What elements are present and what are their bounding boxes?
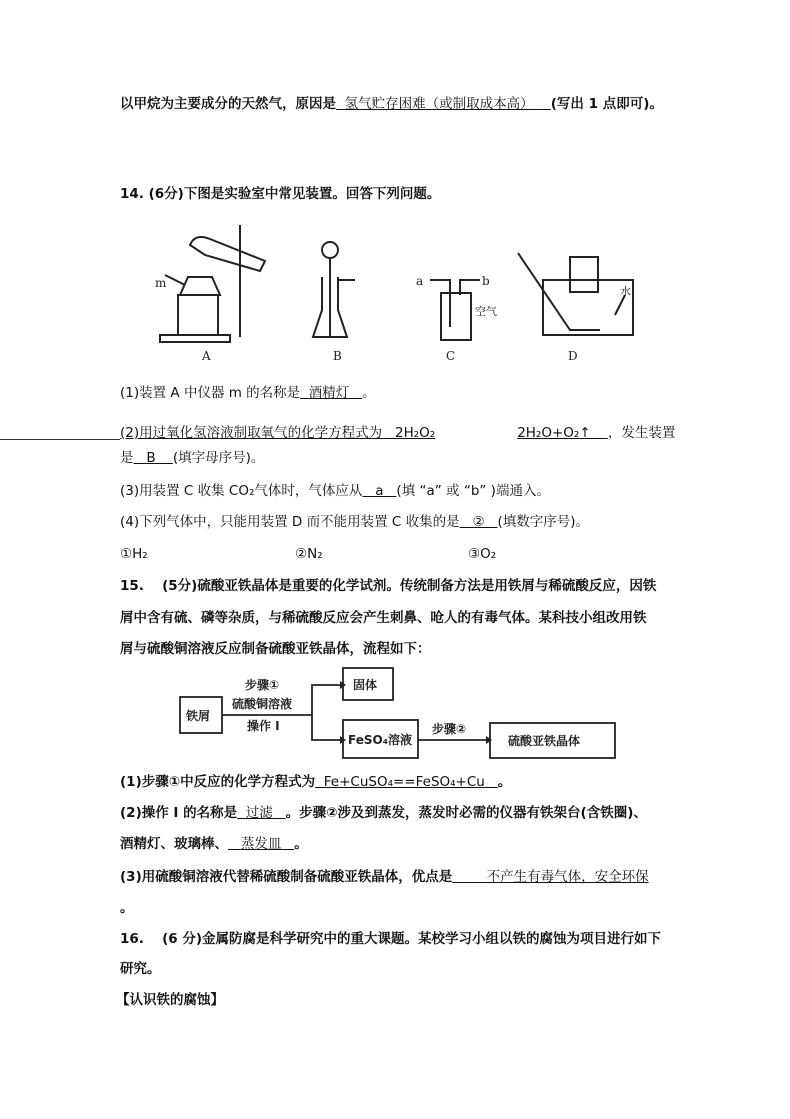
answer-text: 蒸发皿	[240, 836, 282, 852]
label-a: a	[416, 274, 424, 288]
text: (1)装置 A 中仪器 m 的名称是	[120, 385, 301, 401]
flow-product: 硫酸亚铁晶体	[508, 734, 581, 748]
flow-step2: 步骤②	[432, 722, 467, 736]
q14-part2	[120, 424, 675, 442]
q14-part3	[120, 482, 550, 500]
q16-section-heading: 【认识铁的腐蚀】	[116, 992, 224, 1008]
label-b: b	[482, 274, 490, 288]
answer	[336, 96, 551, 112]
lab-apparatus-figure	[150, 215, 640, 365]
flow-reagent: 硫酸铜溶液	[232, 697, 293, 711]
flow-solution: FeSO₄溶液	[348, 733, 412, 747]
gas-bottle-icon	[441, 293, 471, 340]
text: (写出 1 点即可)。	[550, 96, 663, 112]
text: (2)用过氧化氢溶液制取氧气的化学方程式为	[120, 425, 383, 441]
text: 。	[362, 385, 376, 401]
q16-stem-1: 16. (6 分)金属防腐是科学研究中的重大课题。某校学习小组以铁的腐蚀为项目进行如下	[120, 931, 662, 947]
q14-option-3: ③O₂	[468, 546, 497, 562]
label-air: 空气	[475, 305, 497, 318]
wood-block	[178, 295, 218, 335]
answer-text: a	[375, 483, 384, 499]
q14-part1	[120, 384, 376, 402]
q14-stem: 14. (6分)下图是实验室中常见装置。回答下列问题。	[120, 186, 441, 202]
text: 酒精灯、玻璃棒、	[120, 836, 228, 852]
answer	[237, 805, 285, 821]
text: 。	[497, 774, 512, 790]
flow-solid: 固体	[353, 678, 378, 692]
answer-text: 酒精灯	[308, 385, 350, 401]
label-m: m	[155, 276, 167, 290]
q15-stem-3: 屑与硫酸铜溶液反应制备硫酸亚铁晶体，流程如下：	[120, 641, 431, 657]
answer	[134, 450, 173, 466]
text: 是	[120, 450, 134, 466]
flow-start: 铁屑	[186, 709, 211, 723]
text: 以甲烷为主要成分的天然气，原因是	[120, 96, 336, 112]
answer	[362, 483, 396, 499]
answer-text: 2H₂O₂	[395, 425, 436, 441]
answer-text: Fe+CuSO₄==FeSO₄+Cu	[323, 774, 485, 790]
text: (4)下列气体中，只能用装置 D 而不能用装置 C 收集的是	[120, 514, 460, 530]
label-water: 水	[620, 285, 631, 298]
text: (填字母序号)。	[172, 450, 265, 466]
label-B: B	[333, 349, 342, 363]
answer-text: ②	[472, 514, 485, 530]
q15-part2	[120, 804, 647, 822]
flow-op: 操作 I	[247, 719, 280, 733]
answer	[452, 869, 648, 885]
answer-text: 过滤	[245, 805, 273, 821]
text: ，发生装置	[607, 425, 676, 441]
label-A: A	[202, 349, 211, 363]
answer-text: 不产生有毒气体，安全环保	[486, 869, 649, 885]
text: 。	[294, 836, 308, 852]
text: (2)操作 I 的名称是	[120, 805, 238, 821]
text: (填 “a” 或 “b” )端通入。	[396, 483, 550, 499]
q15-stem-1: 15. (5分)硫酸亚铁晶体是重要的化学试剂。传统制备方法是用铁屑与稀硫酸反应，因铁	[120, 578, 657, 594]
divider-line	[0, 439, 120, 440]
q15-part3-cont: 。	[120, 900, 134, 916]
q15-stem-2: 屑中含有硫、磷等杂质，与稀硫酸反应会产生刺鼻、呛人的有毒气体。某科技小组改用铁	[120, 610, 647, 626]
q14-part2-cont	[120, 449, 264, 467]
answer-text: 氢气贮存困难（或制取成本高）	[344, 96, 534, 112]
text: (填数字序号)。	[497, 514, 590, 530]
q16-stem-2: 研究。	[120, 961, 161, 977]
answer-right	[517, 425, 608, 441]
text: 。步骤②涉及到蒸发，蒸发时必需的仪器有铁架台(含铁圈)、	[285, 805, 647, 821]
q15-part2-cont	[120, 835, 308, 853]
flow-diagram	[170, 665, 620, 760]
q14-option-1: ①H₂	[120, 546, 148, 562]
text: (1)步骤①中反应的化学方程式为	[120, 774, 316, 790]
gas-jar-icon	[570, 257, 598, 292]
answer-text: B	[146, 450, 156, 466]
stand-base	[160, 335, 230, 342]
answer	[300, 385, 362, 401]
flow-step1: 步骤①	[245, 678, 280, 692]
label-C: C	[446, 349, 456, 363]
answer-left	[382, 425, 435, 441]
q15-part1	[120, 773, 511, 791]
alcohol-lamp-icon	[180, 277, 220, 295]
q14-part4	[120, 513, 589, 531]
q14-option-2: ②N₂	[295, 546, 323, 562]
answer	[315, 774, 498, 790]
test-tube-icon	[190, 237, 265, 271]
label-D: D	[568, 349, 578, 363]
answer	[228, 836, 294, 852]
q13-tail	[120, 95, 663, 113]
q15-part3	[120, 868, 649, 886]
text: (3)用硫酸铜溶液代替稀硫酸制备硫酸亚铁晶体，优点是	[120, 869, 453, 885]
answer	[460, 514, 498, 530]
text: (3)用装置 C 收集 CO₂气体时，气体应从	[120, 483, 363, 499]
answer-text: 2H₂O+O₂↑	[517, 425, 591, 441]
